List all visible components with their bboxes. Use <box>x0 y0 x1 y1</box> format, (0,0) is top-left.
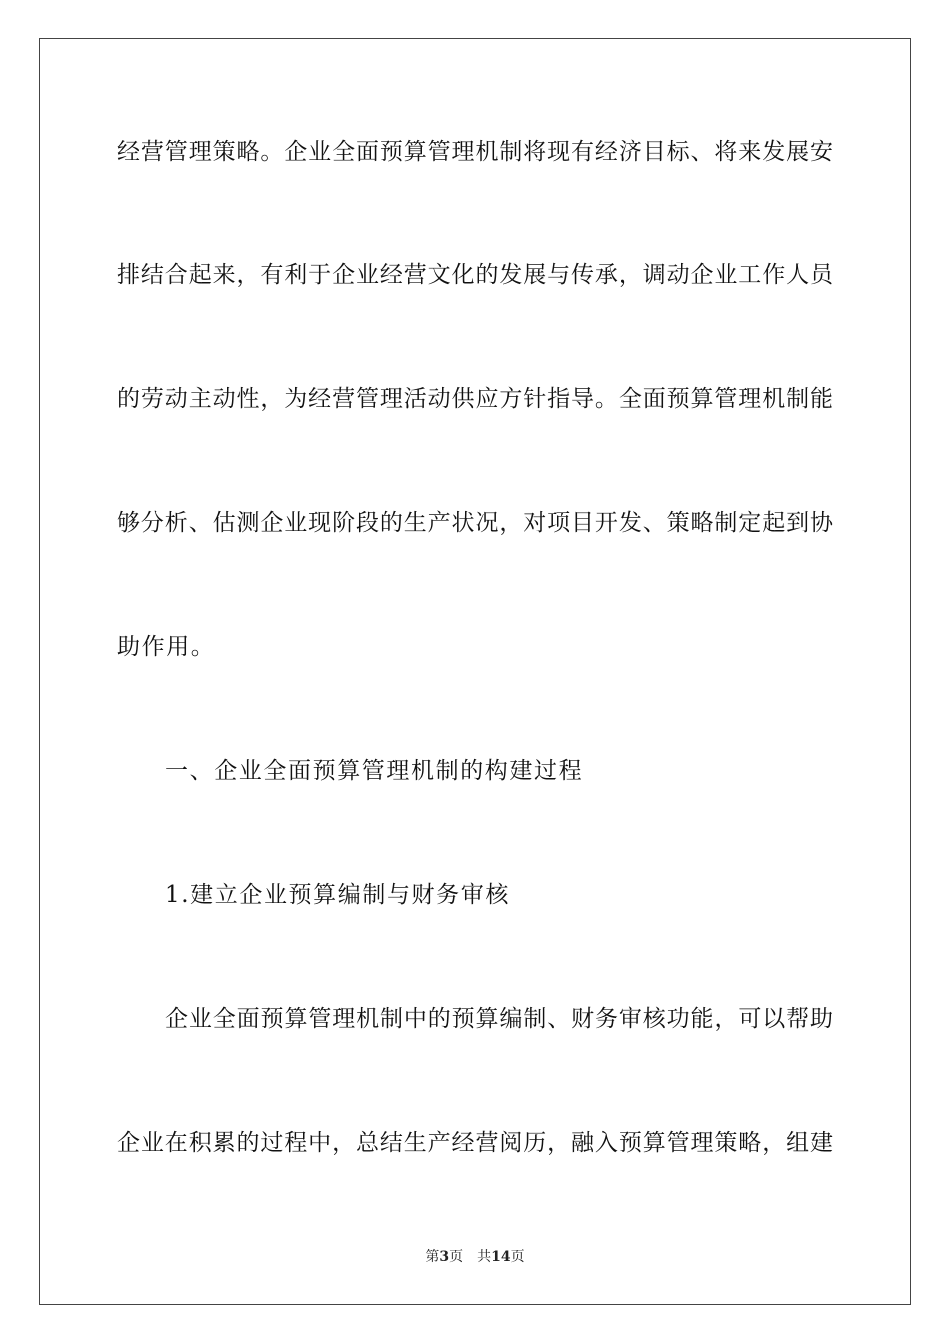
body-line-1: 经营管理策略。企业全面预算管理机制将现有经济目标、将来发展安 <box>117 139 833 165</box>
footer-page-prefix: 第 <box>425 1249 440 1265</box>
body-line-2: 排结合起来，有利于企业经营文化的发展与传承，调动企业工作人员 <box>117 262 833 288</box>
paragraph2-line-1: 企业全面预算管理机制中的预算编制、财务审核功能，可以帮助 <box>165 1006 833 1032</box>
paragraph2-line-2: 企业在积累的过程中，总结生产经营阅历，融入预算管理策略，组建 <box>117 1130 833 1156</box>
body-line-4: 够分析、估测企业现阶段的生产状况，对项目开发、策略制定起到协 <box>117 510 833 536</box>
page-border <box>39 38 911 1305</box>
section-heading: 一、企业全面预算管理机制的构建过程 <box>165 758 584 784</box>
page-footer <box>0 1248 950 1266</box>
subsection-heading: 1.建立企业预算编制与财务审核 <box>165 882 510 908</box>
footer-current-page: 3 <box>439 1249 450 1265</box>
body-line-5: 助作用。 <box>117 634 216 660</box>
footer-total-suffix: 页 <box>510 1249 525 1265</box>
footer-total-pages: 14 <box>491 1249 511 1265</box>
body-line-3: 的劳动主动性，为经营管理活动供应方针指导。全面预算管理机制能 <box>117 386 833 412</box>
footer-total-prefix: 共 <box>477 1249 492 1265</box>
footer-page-suffix: 页 <box>449 1249 464 1265</box>
